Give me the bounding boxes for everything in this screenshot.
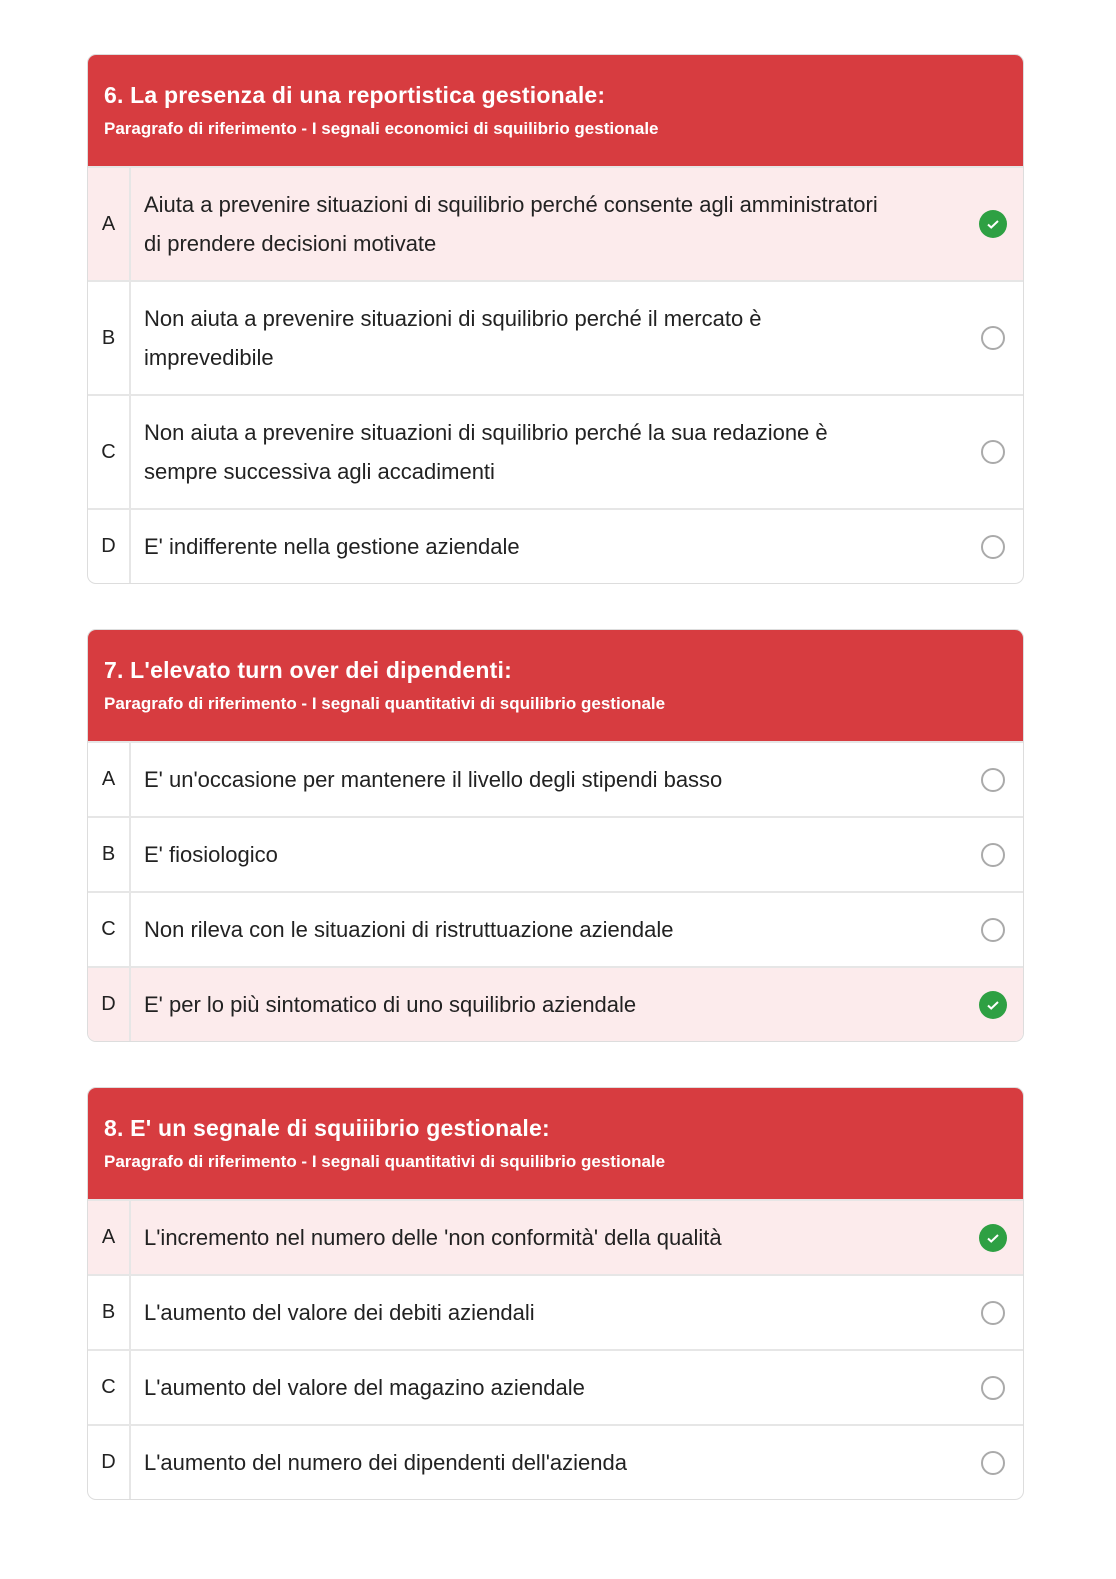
option-letter: C [88,1351,131,1424]
answer-option[interactable] [88,394,1023,508]
option-text: E' indifferente nella gestione aziendale [144,534,520,559]
option-marker[interactable] [963,1351,1023,1424]
radio-icon[interactable] [981,1301,1005,1325]
option-text: Aiuta a prevenire situazioni di squilibrio perché consente agli amministratori di prendere decisioni motivate [144,192,878,256]
option-text: L'aumento del valore dei debiti aziendali [144,1300,535,1325]
option-text: Non aiuta a prevenire situazioni di squilibrio perché la sua redazione è sempre successiva agli accadimenti [144,420,828,484]
answer-option[interactable] [88,280,1023,394]
option-text: E' un'occasione per mantenere il livello degli stipendi basso [144,767,723,792]
option-marker[interactable] [963,396,1023,508]
answer-option[interactable] [88,508,1023,583]
option-letter: B [88,1276,131,1349]
option-letter: D [88,968,131,1041]
answer-option[interactable] [88,891,1023,966]
option-marker[interactable] [963,1276,1023,1349]
answer-option[interactable] [88,1199,1023,1274]
question-title: 7. L'elevato turn over dei dipendenti: [104,657,512,683]
option-text: L'aumento del numero dei dipendenti dell'azienda [144,1450,627,1475]
answer-option[interactable] [88,741,1023,816]
option-letter: D [88,1426,131,1499]
question-reference: Paragrafo di riferimento - I segnali economici di squilibrio gestionale [104,119,659,138]
radio-icon[interactable] [981,843,1005,867]
question-card [87,1087,1024,1500]
radio-icon[interactable] [981,1451,1005,1475]
option-letter: C [88,396,131,508]
answer-option[interactable] [88,1424,1023,1499]
option-text: Non rileva con le situazioni di ristruttuazione aziendale [144,917,674,942]
correct-check-icon [979,210,1007,238]
question-card [87,629,1024,1042]
option-letter: A [88,1201,131,1274]
option-text: L'incremento nel numero delle 'non conformità' della qualità [144,1225,722,1250]
question-header [88,1088,1023,1199]
option-marker[interactable] [963,743,1023,816]
question-title: 6. La presenza di una reportistica gestionale: [104,82,606,108]
option-letter: B [88,818,131,891]
option-marker[interactable] [963,968,1023,1041]
option-letter: C [88,893,131,966]
option-letter: D [88,510,131,583]
option-marker[interactable] [963,893,1023,966]
option-marker[interactable] [963,168,1023,280]
answer-option[interactable] [88,1349,1023,1424]
radio-icon[interactable] [981,768,1005,792]
answer-option[interactable] [88,1274,1023,1349]
question-card [87,54,1024,584]
option-marker[interactable] [963,510,1023,583]
answer-option[interactable] [88,816,1023,891]
correct-check-icon [979,1224,1007,1252]
option-marker[interactable] [963,1201,1023,1274]
question-header [88,630,1023,741]
answer-option[interactable] [88,966,1023,1041]
option-marker[interactable] [963,1426,1023,1499]
radio-icon[interactable] [981,440,1005,464]
question-reference: Paragrafo di riferimento - I segnali quantitativi di squilibrio gestionale [104,694,666,713]
question-title: 8. E' un segnale di squiiibrio gestionale: [104,1115,550,1141]
option-text: Non aiuta a prevenire situazioni di squilibrio perché il mercato è imprevedibile [144,306,762,370]
option-letter: A [88,743,131,816]
radio-icon[interactable] [981,326,1005,350]
option-letter: B [88,282,131,394]
option-letter: A [88,168,131,280]
option-marker[interactable] [963,818,1023,891]
option-text: E' per lo più sintomatico di uno squilibrio aziendale [144,992,637,1017]
question-reference: Paragrafo di riferimento - I segnali quantitativi di squilibrio gestionale [104,1152,666,1171]
radio-icon[interactable] [981,1376,1005,1400]
correct-check-icon [979,991,1007,1019]
radio-icon[interactable] [981,535,1005,559]
option-text: L'aumento del valore del magazino aziendale [144,1375,585,1400]
question-header [88,55,1023,166]
answer-option[interactable] [88,166,1023,280]
option-text: E' fiosiologico [144,842,278,867]
radio-icon[interactable] [981,918,1005,942]
option-marker[interactable] [963,282,1023,394]
